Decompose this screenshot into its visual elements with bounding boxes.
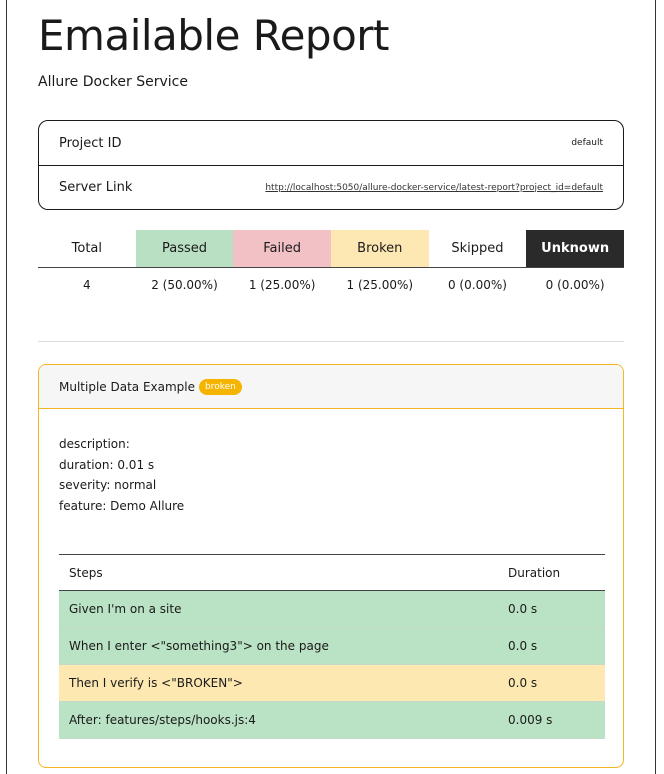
summary-header-total: Total	[71, 240, 103, 256]
project-id-row	[39, 121, 623, 165]
info-box	[38, 120, 624, 210]
step-name: Then I verify is <"BROKEN">	[59, 665, 498, 702]
steps-header-row	[59, 555, 605, 591]
server-link-row	[39, 165, 623, 209]
test-case-name: Multiple Data Example	[59, 379, 196, 394]
summary-values-row	[38, 267, 624, 303]
summary-table	[38, 230, 624, 303]
summary-header-row	[38, 230, 624, 267]
step-duration: 0.0 s	[498, 665, 605, 702]
step-name: After: features/steps/hooks.js:4	[59, 702, 498, 739]
summary-header-unknown: Unknown	[526, 230, 624, 267]
test-case-details	[39, 409, 623, 516]
page-frame-right	[655, 0, 656, 774]
page-title: Emailable Report	[38, 11, 390, 60]
summary-value-total: 4	[38, 267, 136, 303]
step-duration: 0.0 s	[498, 591, 605, 628]
steps-table	[59, 554, 605, 739]
summary-header-skipped: Skipped	[451, 240, 504, 256]
summary-value-failed: 1 (25.00%)	[233, 267, 331, 303]
step-row	[59, 665, 605, 702]
server-link[interactable]: http://localhost:5050/allure-docker-service/latest-report?project_id=default	[265, 182, 603, 193]
step-duration: 0.009 s	[498, 702, 605, 739]
step-row	[59, 628, 605, 665]
steps-header-name: Steps	[59, 555, 498, 591]
test-duration: duration: 0.01 s	[59, 457, 155, 472]
report-page	[38, 0, 624, 768]
project-id-label: Project ID	[59, 135, 122, 151]
test-description: description:	[59, 437, 130, 451]
step-row	[59, 591, 605, 628]
summary-value-broken: 1 (25.00%)	[331, 267, 429, 303]
step-name: Given I'm on a site	[59, 591, 498, 628]
test-case-card	[38, 364, 624, 768]
project-id-value: default	[571, 138, 603, 148]
page-subtitle: Allure Docker Service	[38, 74, 188, 90]
page-frame-left	[6, 0, 7, 774]
step-row	[59, 702, 605, 739]
step-name: When I enter <"something3"> on the page	[59, 628, 498, 665]
test-severity: severity: normal	[59, 478, 157, 492]
section-divider	[38, 341, 624, 342]
test-feature: feature: Demo Allure	[59, 498, 185, 513]
server-link-label: Server Link	[59, 180, 133, 195]
summary-value-passed: 2 (50.00%)	[136, 267, 234, 303]
summary-value-skipped: 0 (0.00%)	[429, 267, 527, 303]
test-case-header[interactable]	[39, 365, 623, 409]
step-duration: 0.0 s	[498, 628, 605, 665]
steps-header-duration: Duration	[498, 555, 605, 591]
status-badge: broken	[199, 379, 242, 395]
summary-header-broken: Broken	[331, 230, 429, 267]
summary-header-failed: Failed	[233, 230, 331, 267]
summary-header-passed: Passed	[136, 230, 234, 267]
summary-value-unknown: 0 (0.00%)	[526, 267, 624, 303]
